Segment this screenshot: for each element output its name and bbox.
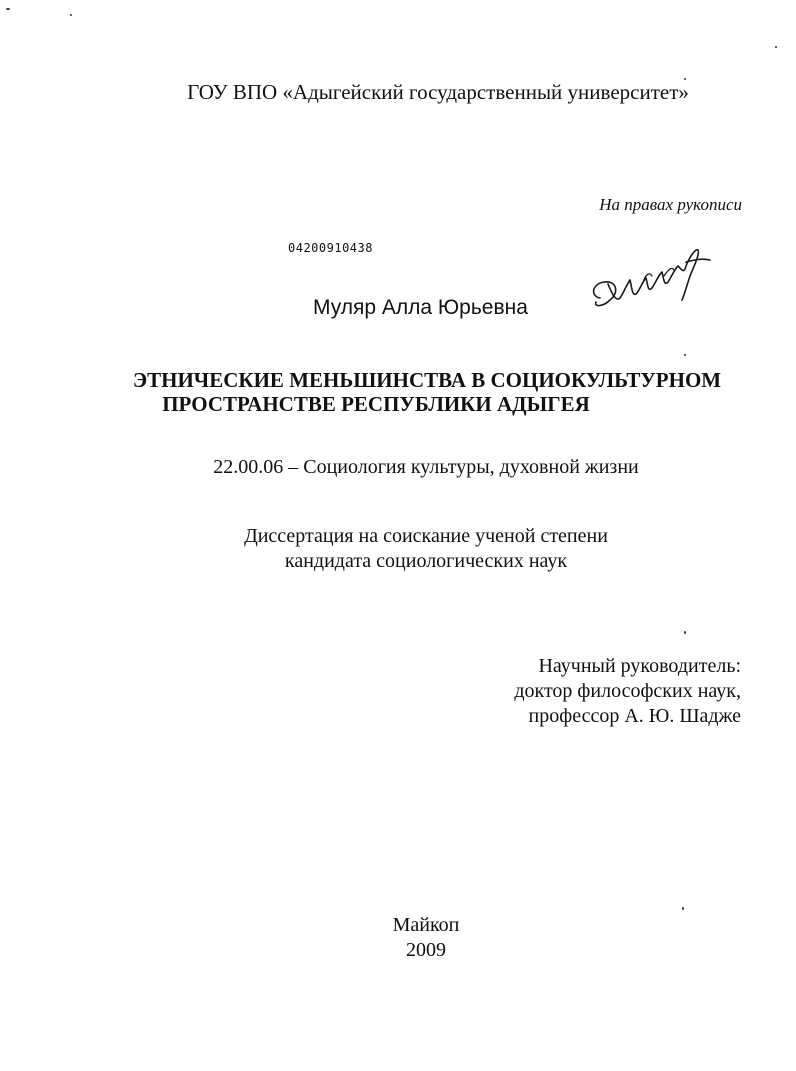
scan-speck [70, 14, 72, 16]
dissertation-title-line-2: ПРОСТРАНСТВЕ РЕСПУБЛИКИ АДЫГЕЯ [162, 392, 590, 416]
advisor-label: Научный руководитель: [538, 655, 741, 677]
author-name: Муляр Алла Юрьевна [313, 296, 528, 319]
degree-statement-line-2: кандидата социологических наук [284, 550, 568, 572]
scan-speck [775, 46, 777, 48]
author-signature [586, 236, 726, 326]
scientific-advisor-block [514, 654, 741, 729]
year: 2009 [406, 939, 446, 961]
specialty-code: 22.00.06 – Социология культуры, духовной жизни [213, 456, 639, 478]
advisor-name: профессор А. Ю. Шадже [528, 705, 741, 727]
degree-statement-line-1: Диссертация на соискание ученой степени [244, 525, 608, 547]
rights-note: На правах рукописи [599, 195, 742, 214]
dissertation-title-line-1: ЭТНИЧЕСКИЕ МЕНЬШИНСТВА В СОЦИОКУЛЬТУРНОМ [132, 368, 722, 392]
scan-speck [682, 907, 684, 910]
scan-speck [684, 354, 686, 356]
scan-speck [684, 631, 686, 634]
city: Майкоп [392, 914, 460, 936]
document-number: 04200910438 [288, 241, 373, 255]
advisor-degree: доктор философских наук, [514, 680, 741, 702]
scan-speck [684, 78, 686, 80]
scan-speck [6, 8, 10, 10]
university-name: ГОУ ВПО «Адыгейский государственный университет» [187, 80, 689, 104]
